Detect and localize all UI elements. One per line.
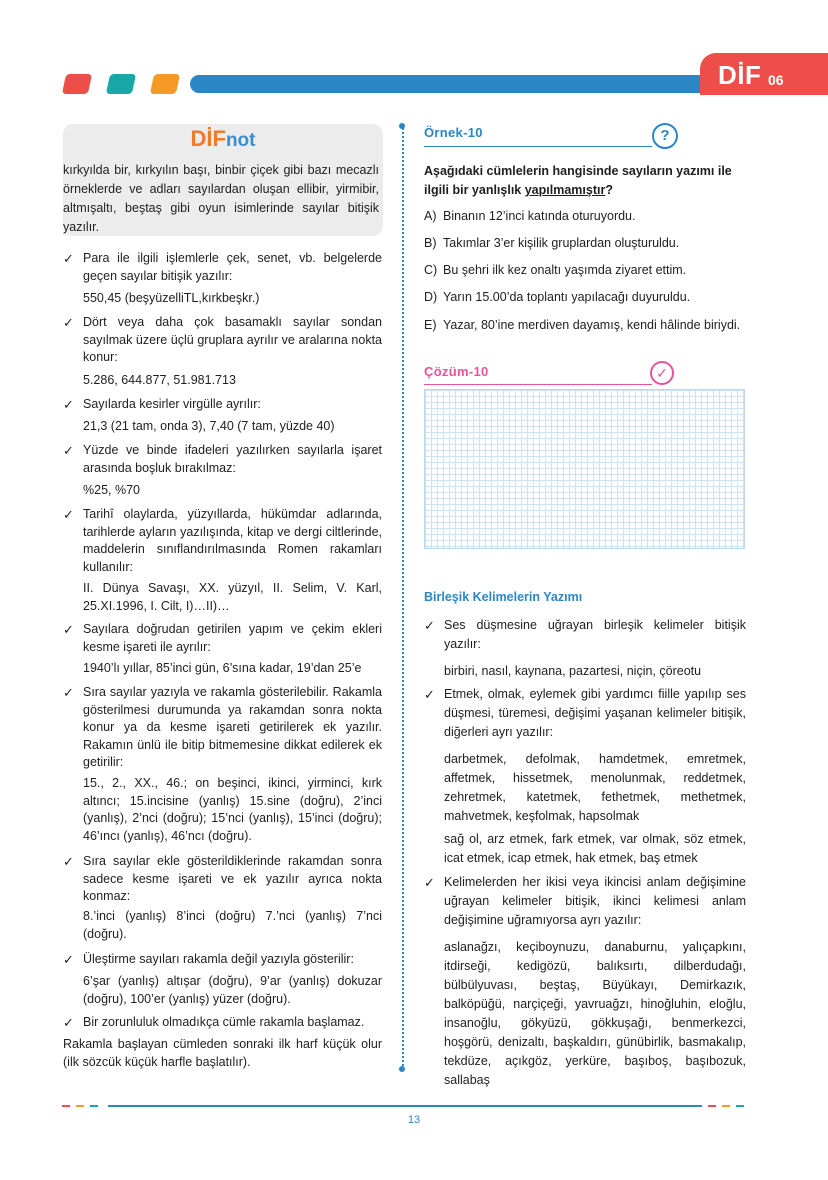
check-icon: ✓ bbox=[63, 1015, 74, 1030]
solution-label: Çözüm-10 bbox=[424, 364, 489, 379]
rule-example: 15., 2., XX., 46.; on beşinci, ikinci, yirminci, kırk altıncı; 15.incisine (yanlış) 15.sine (doğru), 2’inci (yanlış), 2’nci (doğru); 15’nci (yanlış), 15’inci (doğru); 46’ıncı (yanlış), 46’ncı (doğru). bbox=[83, 776, 382, 843]
rule-example: %25, %70 bbox=[83, 483, 140, 497]
check-icon: ✓ bbox=[63, 397, 74, 412]
rule-example: 1940’lı yıllar, 85’inci gün, 6’sına kadar, 19’dan 25’e bbox=[83, 661, 362, 675]
rule-item bbox=[63, 314, 382, 367]
rule-text: Sıra sayılar yazıyla ve rakamla gösterilebilir. Rakamla gösterilmesi durumunda ya rakamdan sonra nokta konur ya da kesme işareti getirilerek ek yazılır. Rakamın ünlü ile bitip bitmemesine dikkat edilerek ek getirilir: bbox=[83, 685, 382, 769]
option-letter: D) bbox=[424, 290, 438, 304]
note-title-brand: DİF bbox=[190, 126, 226, 151]
check-icon: ✓ bbox=[63, 443, 74, 458]
section-title: Birleşik Kelimelerin Yazımı bbox=[424, 590, 583, 604]
footer-dash bbox=[736, 1105, 744, 1107]
option-text: Binanın 12’inci katında oturuyordu. bbox=[443, 209, 636, 223]
note-text: kırkyılda bir, kırkyılın başı, binbir çiçek gibi bazı mecazlı örneklerde ve adları sayılardan oluşan ellibir, yirmibir, altmışaltı, beştaş gibi oyun isimlerinde sayılar bitişik yazılır. bbox=[63, 163, 379, 234]
rule-item bbox=[424, 685, 746, 742]
divider-dot bbox=[399, 1066, 405, 1072]
rule-item bbox=[63, 853, 382, 906]
rule-text: Yüzde ve binde ifadeleri yazılırken sayılarla işaret arasında boşluk bırakılmaz: bbox=[83, 443, 382, 475]
rule-text: Bir zorunluluk olmadıkça cümle rakamla başlamaz. bbox=[83, 1015, 365, 1029]
rule-item bbox=[63, 684, 382, 772]
check-icon: ✓ bbox=[63, 622, 74, 637]
rule-text: Üleştirme sayıları rakamla değil yazıyla gösterilir: bbox=[83, 952, 354, 966]
badge-brand: DİF bbox=[718, 60, 762, 90]
rule-item bbox=[63, 1014, 382, 1032]
note-title bbox=[63, 126, 383, 152]
example-label: Örnek-10 bbox=[424, 125, 483, 140]
footer-line bbox=[108, 1105, 702, 1107]
check-icon: ✓ bbox=[424, 875, 435, 890]
rule-text: Ses düşmesine uğrayan birleşik kelimeler bitişik yazılır: bbox=[444, 618, 746, 651]
option-text: Bu şehri ilk kez onaltı yaşımda ziyaret ettim. bbox=[443, 263, 687, 277]
question-underlined: yapılmamıştır bbox=[524, 183, 606, 197]
rule-item bbox=[63, 506, 382, 576]
rule-text: Sayılarda kesirler virgülle ayrılır: bbox=[83, 397, 261, 411]
divider-dot bbox=[399, 123, 405, 129]
rule-example: birbiri, nasıl, kaynana, pazartesi, niçin, çöreotu bbox=[444, 664, 702, 678]
option-letter: C) bbox=[424, 263, 438, 277]
question-prefix: Aşağıdaki cümlelerin hangisinde sayıların yazımı ile ilgili bir yanlışlık bbox=[424, 164, 732, 197]
rule-item bbox=[424, 616, 746, 654]
rule-example: 21,3 (21 tam, onda 3), 7,40 (7 tam, yüzde 40) bbox=[83, 419, 335, 433]
option-d[interactable] bbox=[424, 288, 746, 306]
footer-dash bbox=[62, 1105, 70, 1107]
check-icon: ✓ bbox=[63, 685, 74, 700]
rule-text: Sıra sayılar ekle gösterildiklerinde rakamdan sonra sadece kesme işareti ve ek yazılır ayrıca nokta konmaz: bbox=[83, 854, 382, 903]
example-underline bbox=[424, 146, 652, 147]
decor-dot-red bbox=[62, 74, 92, 94]
option-text: Yarın 15.00’da toplantı yapılacağı duyuruldu. bbox=[443, 290, 691, 304]
rule-example: II. Dünya Savaşı, XX. yüzyıl, II. Selim, V. Karl, 25.XI.1996, I. Cilt, I)…II)… bbox=[83, 581, 382, 613]
footer-dash bbox=[708, 1105, 716, 1107]
rule-text: Tarihî olaylarda, yüzyıllarda, hükümdar adlarında, tarihlerde ayların yazılışında, kitap ve dergi ciltlerinde, maddelerin sınıflandırılmasında Romen rakamları kullanılır: bbox=[83, 507, 382, 574]
check-icon: ✓ bbox=[63, 315, 74, 330]
option-c[interactable] bbox=[424, 261, 746, 279]
option-letter: E) bbox=[424, 318, 437, 332]
option-letter: B) bbox=[424, 236, 437, 250]
rule-item bbox=[63, 396, 382, 414]
check-icon: ✓ bbox=[63, 251, 74, 266]
note-title-suffix: not bbox=[225, 130, 256, 151]
question-icon: ? bbox=[652, 123, 678, 149]
check-circle-icon: ✓ bbox=[650, 361, 674, 385]
check-icon: ✓ bbox=[424, 687, 435, 702]
rule-item bbox=[63, 442, 382, 477]
rule-item bbox=[63, 250, 382, 285]
closing-text: Rakamla başlayan cümleden sonraki ilk harf küçük olur (ilk sözcük küçük harfle başlatılır). bbox=[63, 1037, 382, 1069]
footer-dash bbox=[722, 1105, 730, 1107]
rule-example: 5.286, 644.877, 51.981.713 bbox=[83, 373, 236, 387]
rule-item bbox=[63, 621, 382, 656]
rule-text: Para ile ilgili işlemlerle çek, senet, vb. belgelerde geçen sayılar bitişik yazılır: bbox=[83, 251, 382, 283]
rule-item bbox=[424, 873, 746, 930]
rule-example: 550,45 (beşyüzelliTL,kırkbeşkr.) bbox=[83, 291, 260, 305]
solution-grid[interactable] bbox=[424, 389, 745, 549]
rule-text: Sayılara doğrudan getirilen yapım ve çekim ekleri kesme işareti ile ayrılır: bbox=[83, 622, 382, 654]
rule-text: Dört veya daha çok basamaklı sayılar sondan sayılmak üzere üçlü gruplara ayrılır ve aralarına nokta konur: bbox=[83, 315, 382, 364]
option-letter: A) bbox=[424, 209, 437, 223]
question-text bbox=[424, 162, 746, 200]
option-text: Yazar, 80’ine merdiven dayamış, kendi hâlinde biriydi. bbox=[443, 318, 741, 332]
rule-item bbox=[63, 951, 382, 969]
rule-example: 6’şar (yanlış) altışar (doğru), 9’ar (yanlış) dokuzar (doğru), 100’er (yanlış) yüzer (doğru). bbox=[83, 974, 382, 1006]
check-icon: ✓ bbox=[63, 507, 74, 522]
page-number: 13 bbox=[407, 1114, 421, 1126]
rule-example: sağ ol, arz etmek, fark etmek, var olmak, söz etmek, icat etmek, icap etmek, hak etmek, baş etmek bbox=[444, 832, 746, 865]
rule-text: Kelimelerden her ikisi veya ikincisi anlam değişimine uğrayan kelimeler bitişik, ikinci kelimesi anlam değişimine uğramıyorsa ayrı yazılır: bbox=[444, 875, 746, 927]
option-text: Takımlar 3’er kişilik gruplardan oluşturuldu. bbox=[443, 236, 680, 250]
solution-underline bbox=[424, 384, 652, 385]
option-e[interactable] bbox=[424, 316, 746, 334]
rule-text: Etmek, olmak, eylemek gibi yardımcı fiille yapılıp ses düşmesi, türemesi, değişimi yaşanan kelimeler bitişik, diğerleri ayrı yazılır: bbox=[444, 687, 746, 739]
badge-number: 06 bbox=[768, 72, 784, 88]
footer-dash bbox=[90, 1105, 98, 1107]
check-icon: ✓ bbox=[424, 618, 435, 633]
decor-dot-orange bbox=[150, 74, 180, 94]
option-b[interactable] bbox=[424, 234, 746, 252]
option-a[interactable] bbox=[424, 207, 746, 225]
question-suffix: ? bbox=[605, 183, 613, 197]
check-icon: ✓ bbox=[63, 952, 74, 967]
footer-dash bbox=[76, 1105, 84, 1107]
header-bar bbox=[190, 75, 710, 93]
rule-example: darbetmek, defolmak, hamdetmek, emretmek, affetmek, hissetmek, menolunmak, reddetmek, zehretmek, katetmek, fethetmek, methetmek, mahvetmek, keşfolmak, hapsolmak bbox=[444, 752, 746, 823]
check-icon: ✓ bbox=[63, 854, 74, 869]
column-divider bbox=[402, 128, 405, 1070]
rule-example: 8.’inci (yanlış) 8’inci (doğru) 7.’nci (yanlış) 7’nci (doğru). bbox=[83, 909, 382, 941]
rule-example: aslanağzı, keçiboynuzu, danaburnu, yalıçapkını, itdirseği, kedigözü, balıksırtı, dilberdudağı, bülbülyuvası, beştaş, Büyükayı, Demirkazık, balköpüğü, narçiçeği, yavruağzı, hinoğluhin, eloğlu, insanoğlu, gökyüzü, gökkuşağı, benmerkezci, hoşgörü, denizaltı, başkaldırı, günübirlik, basmakalıp, tekdüze, açıkgöz, yerküre, başıboş, başıbozuk, sallabaş bbox=[444, 940, 746, 1087]
decor-dot-teal bbox=[106, 74, 136, 94]
